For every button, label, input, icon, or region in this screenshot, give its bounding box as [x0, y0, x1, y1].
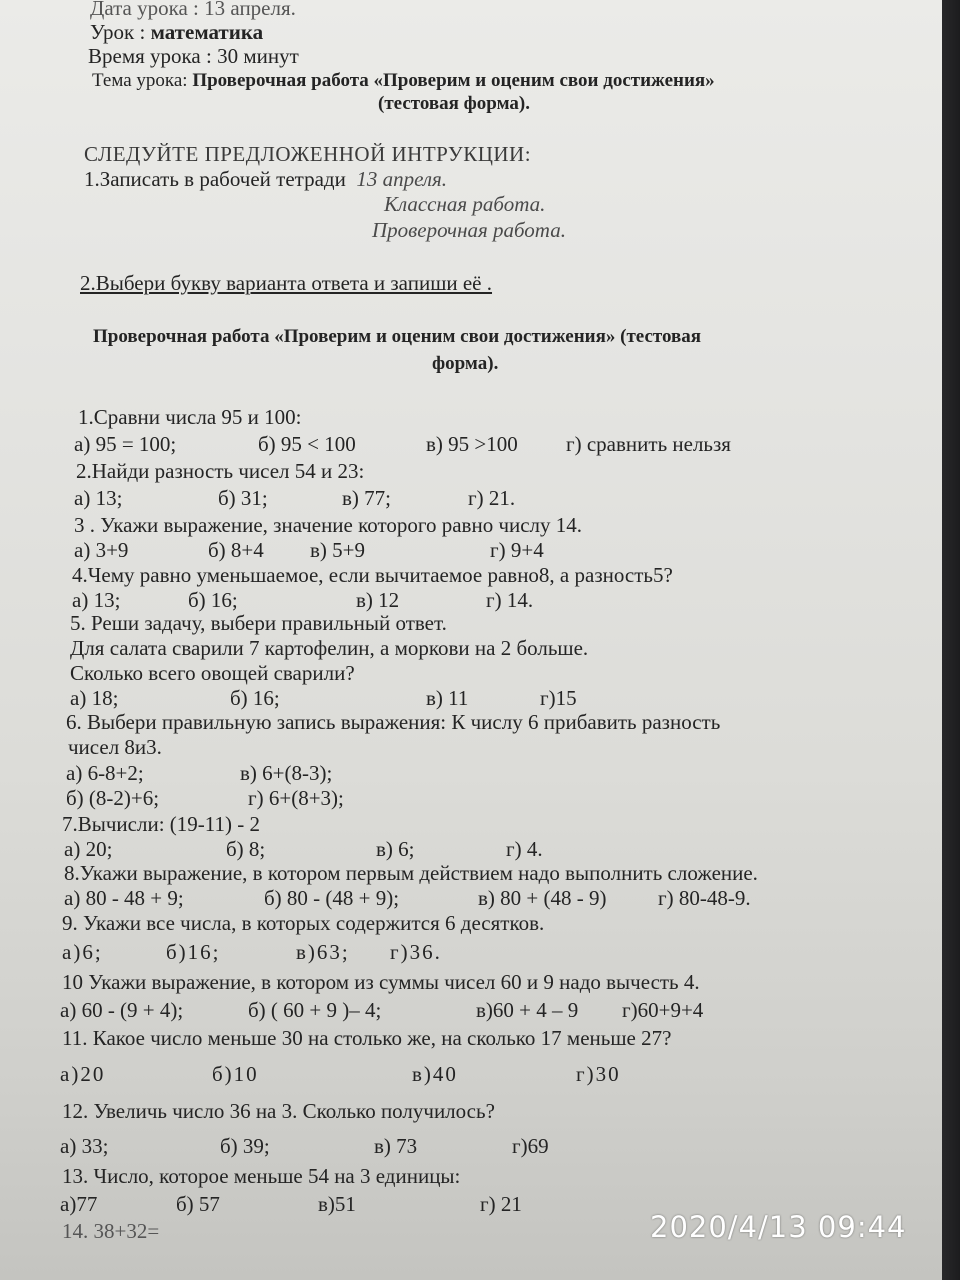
question-11-options: [60, 1062, 760, 1086]
question-9: 9. Укажи все числа, в которых содержится 6 десятков.: [62, 911, 545, 935]
option-v: в)60 + 4 – 9: [476, 998, 579, 1022]
option-g: г)30: [576, 1062, 621, 1086]
question-12-options: [60, 1134, 760, 1158]
option-a: а)77: [60, 1192, 98, 1216]
option-v: в)63;: [296, 940, 350, 964]
option-b: б) 8;: [226, 837, 266, 861]
option-v: в)51: [318, 1192, 356, 1216]
option-a: а) 33;: [60, 1134, 109, 1158]
question-14: 14. 38+32=: [62, 1219, 160, 1243]
subject-label: Урок :: [90, 20, 151, 44]
test-title-cont: форма).: [432, 353, 499, 374]
option-b: б) 8+4: [208, 538, 264, 562]
option-a: а) 95 = 100;: [74, 432, 177, 456]
question-12: 12. Увеличь число 36 на 3. Сколько получилось?: [62, 1099, 495, 1123]
instruction-classwork: Классная работа.: [384, 192, 546, 216]
question-4: 4.Чему равно уменьшаемое, если вычитаемое равно8, а разность5?: [72, 563, 673, 587]
question-6-options-row2: [66, 786, 766, 810]
question-11: 11. Какое число меньше 30 на столько же, на сколько 17 меньше 27?: [62, 1026, 672, 1050]
option-b: б) 57: [176, 1192, 220, 1216]
test-title: Проверочная работа «Проверим и оценим свои достижения» (тестовая: [93, 326, 702, 347]
instruction-testwork: Проверочная работа.: [372, 218, 566, 242]
option-v: в) 80 + (48 - 9): [478, 886, 607, 910]
option-b: б) (8-2)+6;: [66, 786, 160, 810]
option-b: б)10: [212, 1062, 259, 1086]
lesson-topic-cont: (тестовая форма).: [378, 93, 530, 114]
question-8-options: [64, 886, 804, 910]
option-g: г) 21.: [468, 486, 516, 510]
option-v: в) 11: [426, 686, 469, 710]
option-v: в) 12: [356, 588, 400, 612]
question-7: 7.Вычисли: (19-11) - 2: [62, 812, 260, 836]
option-v: в) 6+(8-3);: [240, 761, 333, 785]
option-a: а) 6-8+2;: [66, 761, 144, 785]
option-b: б) 31;: [218, 486, 268, 510]
option-a: а) 80 - 48 + 9;: [64, 886, 184, 910]
question-10: 10 Укажи выражение, в котором из суммы чисел 60 и 9 надо вычесть 4.: [62, 970, 700, 994]
question-5-task: Для салата сварили 7 картофелин, а моркови на 2 больше.: [70, 636, 589, 660]
question-10-options: [60, 998, 780, 1022]
option-b: б) 95 < 100: [258, 432, 356, 456]
option-g: г) сравнить нельзя: [566, 432, 731, 456]
option-g: г)15: [540, 686, 577, 710]
option-b: б) 16;: [230, 686, 280, 710]
question-6-cont: чисел 8и3.: [68, 735, 162, 759]
option-g: г) 9+4: [490, 538, 544, 562]
instruction-step2: 2.Выбери букву варианта ответа и запиши её .: [80, 271, 493, 295]
option-g: г) 80-48-9.: [658, 886, 751, 910]
question-3-options: [74, 538, 774, 562]
subject-value: математика: [150, 20, 264, 44]
question-4-options: [72, 588, 772, 612]
question-6-options-row1: [66, 761, 766, 785]
question-2: 2.Найди разность чисел 54 и 23:: [76, 459, 365, 483]
option-g: г)36.: [390, 940, 442, 964]
question-7-options: [64, 837, 764, 861]
option-a: а) 13;: [72, 588, 121, 612]
option-v: в) 6;: [376, 837, 415, 861]
option-v: в) 77;: [342, 486, 391, 510]
option-v: в)40: [412, 1062, 458, 1086]
question-2-options: [74, 486, 774, 510]
question-8: 8.Укажи выражение, в котором первым действием надо выполнить сложение.: [64, 861, 758, 885]
option-g: г)69: [512, 1134, 549, 1158]
option-v: в) 95 >100: [426, 432, 518, 456]
option-a: а) 13;: [74, 486, 123, 510]
lesson-topic: [92, 69, 715, 93]
lesson-subject: [90, 20, 263, 44]
option-b: б) 80 - (48 + 9);: [264, 886, 400, 910]
question-1-options: [74, 432, 774, 456]
option-g: г) 21: [480, 1192, 522, 1216]
topic-label: Тема урока:: [92, 70, 193, 91]
option-v: в) 5+9: [310, 538, 366, 562]
photo-timestamp: 2020/4/13 09:44: [650, 1210, 907, 1244]
question-13: 13. Число, которое меньше 54 на 3 единицы:: [62, 1164, 461, 1188]
question-5-task-cont: Сколько всего овощей сварили?: [70, 661, 355, 685]
instruction-step1: [84, 167, 447, 191]
step1-date: 13 апреля.: [356, 167, 448, 191]
option-a: а) 18;: [70, 686, 119, 710]
option-g: г) 14.: [486, 588, 534, 612]
option-b: б) ( 60 + 9 )– 4;: [248, 998, 382, 1022]
step1-text: 1.Записать в рабочей тетради: [84, 167, 346, 191]
option-a: а)6;: [62, 940, 103, 964]
option-a: а) 60 - (9 + 4);: [60, 998, 184, 1022]
option-v: в) 73: [374, 1134, 418, 1158]
option-a: а) 20;: [64, 837, 113, 861]
lesson-date: Дата урока : 13 апреля.: [90, 0, 296, 20]
option-g: г)60+9+4: [622, 998, 704, 1022]
option-g: г) 4.: [506, 837, 543, 861]
question-5: 5. Реши задачу, выбери правильный ответ.: [70, 611, 447, 635]
topic-value: Проверочная работа «Проверим и оценим свои достижения»: [192, 70, 715, 91]
option-g: г) 6+(8+3);: [248, 786, 344, 810]
lesson-duration: Время урока : 30 минут: [88, 44, 299, 68]
question-3: 3 . Укажи выражение, значение которого равно числу 14.: [74, 513, 583, 537]
question-6: 6. Выбери правильную запись выражения: К числу 6 прибавить разность: [66, 710, 721, 734]
option-b: б) 16;: [188, 588, 238, 612]
option-b: б)16;: [166, 940, 221, 964]
option-a: а) 3+9: [74, 538, 129, 562]
instructions-heading: СЛЕДУЙТЕ ПРЕДЛОЖЕННОЙ ИНТРУКЦИИ:: [84, 142, 532, 166]
option-b: б) 39;: [220, 1134, 270, 1158]
question-5-options: [70, 686, 770, 710]
question-1: 1.Сравни числа 95 и 100:: [78, 405, 302, 429]
option-a: а)20: [60, 1062, 106, 1086]
question-9-options: [62, 940, 762, 964]
